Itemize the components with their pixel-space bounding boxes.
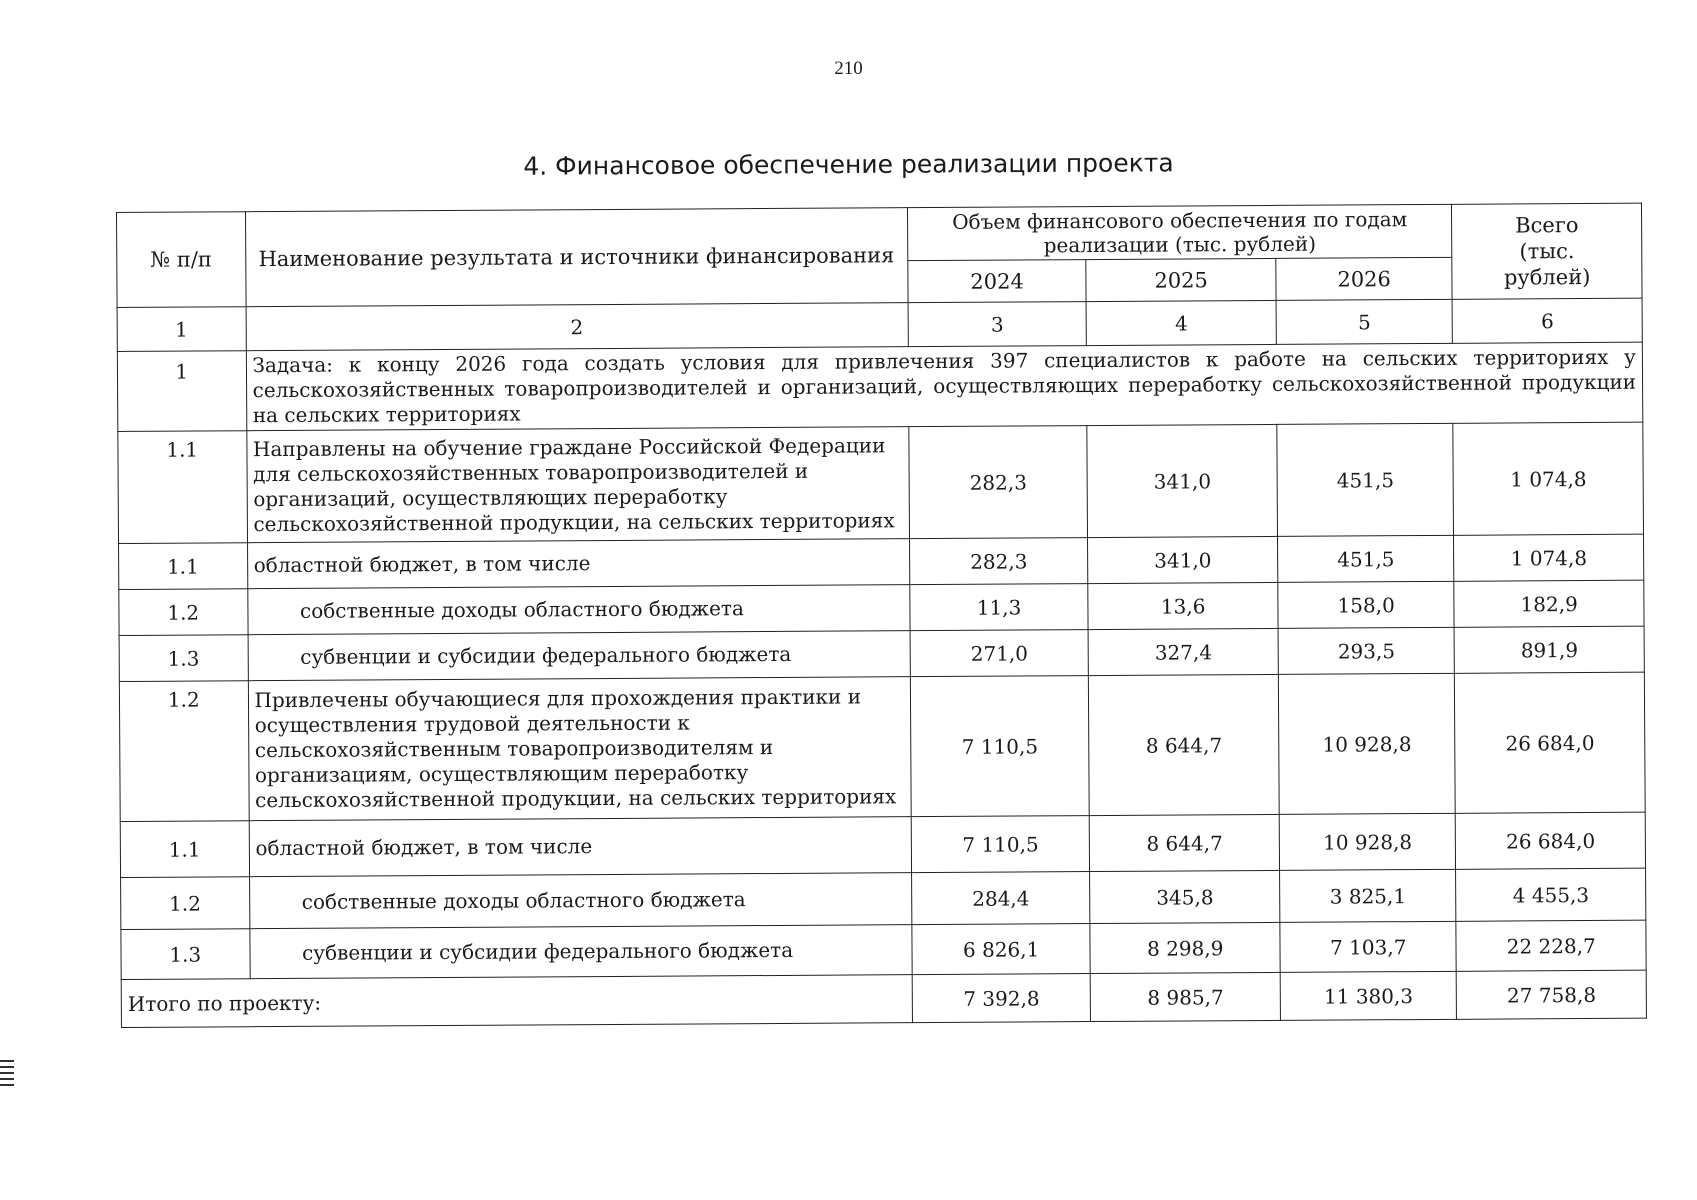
page-title: 4. Финансовое обеспечение реализации проекта: [523, 148, 1174, 181]
index-cell: 4: [1087, 300, 1277, 345]
row-value-2026: 293,5: [1278, 627, 1455, 674]
row-name: Привлечены обучающиеся для прохождения практики и осуществления трудовой деятельности к сельскохозяйственным товаропроизводителям и организациям, осуществляющим переработку сельскохозяйственной продукции, на сельских территориях: [248, 677, 911, 821]
row-value-2026: 3 825,1: [1280, 869, 1457, 922]
row-value-2025: 341,0: [1088, 536, 1278, 583]
total-label: Итого по проекту:: [121, 975, 912, 1028]
table-body: [117, 298, 1643, 431]
row-value-2024: 282,3: [909, 538, 1088, 585]
header-number: № п/п: [117, 212, 246, 308]
row-value-2024: 7 110,5: [911, 816, 1090, 873]
index-cell: 2: [246, 303, 909, 351]
index-cell: 5: [1276, 299, 1453, 344]
task-text: Задача: к концу 2026 года создать условия для привлечения 397 специалистов к работе на сельских территориях у сельскохозяйственных товаропроизводителей и организаций, осуществляющих переработку сельскохозяйственной продукции на сельских территориях: [246, 342, 1643, 431]
table-row: [120, 812, 1645, 877]
index-cell: 6: [1452, 298, 1642, 343]
row-number: 1.3: [121, 929, 250, 980]
row-value-2026: 158,0: [1278, 581, 1455, 628]
row-name: собственные доходы областного бюджета: [247, 585, 910, 635]
header-year-2026: 2026: [1276, 257, 1453, 300]
total-all: 27 758,8: [1457, 970, 1647, 1019]
total-row: [121, 970, 1646, 1027]
table-row: [121, 868, 1646, 929]
row-value-2025: 327,4: [1089, 628, 1279, 675]
total-2025: 8 985,7: [1091, 972, 1281, 1021]
row-value-2025: 8 298,9: [1090, 922, 1280, 973]
row-value-2024: 7 110,5: [910, 676, 1089, 817]
index-cell: 3: [908, 302, 1087, 347]
header-volume: Объем финансового обеспечения по годам реализации (тыс. рублей): [907, 204, 1452, 260]
row-name: субвенции и субсидии федерального бюджета: [248, 631, 911, 681]
task-number: 1: [117, 351, 246, 432]
scan-margin-marks: [0, 1060, 14, 1090]
row-value-2026: 10 928,8: [1279, 813, 1456, 870]
row-value-total: 22 228,7: [1456, 920, 1646, 971]
data-rows: [118, 422, 1646, 979]
row-value-total: 26 684,0: [1455, 672, 1645, 813]
row-value-total: 4 455,3: [1456, 868, 1646, 921]
row-value-total: 1 074,8: [1454, 534, 1644, 581]
row-value-2025: 8 644,7: [1089, 674, 1279, 815]
financing-table: [116, 203, 1647, 1028]
row-value-2024: 284,4: [911, 872, 1090, 925]
row-number: 1.2: [119, 681, 248, 822]
row-value-2024: 282,3: [909, 426, 1088, 539]
task-row: [117, 342, 1642, 431]
header-total: Всего (тыс. рублей): [1452, 203, 1642, 299]
page-number: 210: [834, 58, 863, 79]
row-number: 1.2: [121, 877, 250, 930]
row-number: 1.1: [118, 431, 247, 544]
row-name: субвенции и субсидии федерального бюджета: [249, 925, 912, 979]
header-year-2025: 2025: [1086, 258, 1276, 301]
row-value-2026: 7 103,7: [1280, 921, 1457, 972]
total-2026: 11 380,3: [1280, 971, 1457, 1020]
row-number: 1.1: [119, 543, 248, 590]
row-value-total: 26 684,0: [1456, 812, 1646, 869]
row-value-2024: 6 826,1: [912, 924, 1091, 975]
total-2024: 7 392,8: [912, 974, 1091, 1023]
row-value-2025: 8 644,7: [1090, 814, 1280, 871]
row-number: 1.3: [119, 635, 248, 682]
row-value-total: 1 074,8: [1453, 422, 1643, 535]
row-value-2024: 271,0: [910, 630, 1089, 677]
row-name: областной бюджет, в том числе: [247, 539, 910, 589]
row-name: собственные доходы областного бюджета: [249, 873, 912, 929]
row-value-total: 891,9: [1454, 626, 1644, 673]
row-value-2025: 341,0: [1087, 424, 1277, 537]
table-row: [119, 672, 1645, 821]
row-number: 1.2: [119, 589, 248, 636]
row-value-2025: 345,8: [1090, 870, 1280, 923]
row-name: областной бюджет, в том числе: [249, 817, 912, 877]
row-value-2024: 11,3: [910, 584, 1089, 631]
row-value-2025: 13,6: [1088, 582, 1278, 629]
row-name: Направлены на обучение граждане Российской Федерации для сельскохозяйственных товаропроизводителей и организаций, осуществляющих переработку сельскохозяйственной продукции, на сельских территориях: [246, 427, 909, 543]
row-value-2026: 451,5: [1277, 423, 1454, 536]
header-year-2024: 2024: [908, 260, 1087, 303]
row-value-2026: 10 928,8: [1278, 673, 1455, 814]
row-number: 1.1: [120, 821, 249, 878]
table-row: [118, 422, 1644, 543]
row-value-total: 182,9: [1454, 580, 1644, 627]
financing-table-wrapper: [116, 203, 1647, 1028]
row-value-2026: 451,5: [1277, 535, 1454, 582]
header-name: Наименование результата и источники финансирования: [245, 208, 908, 307]
index-cell: 1: [117, 307, 246, 352]
